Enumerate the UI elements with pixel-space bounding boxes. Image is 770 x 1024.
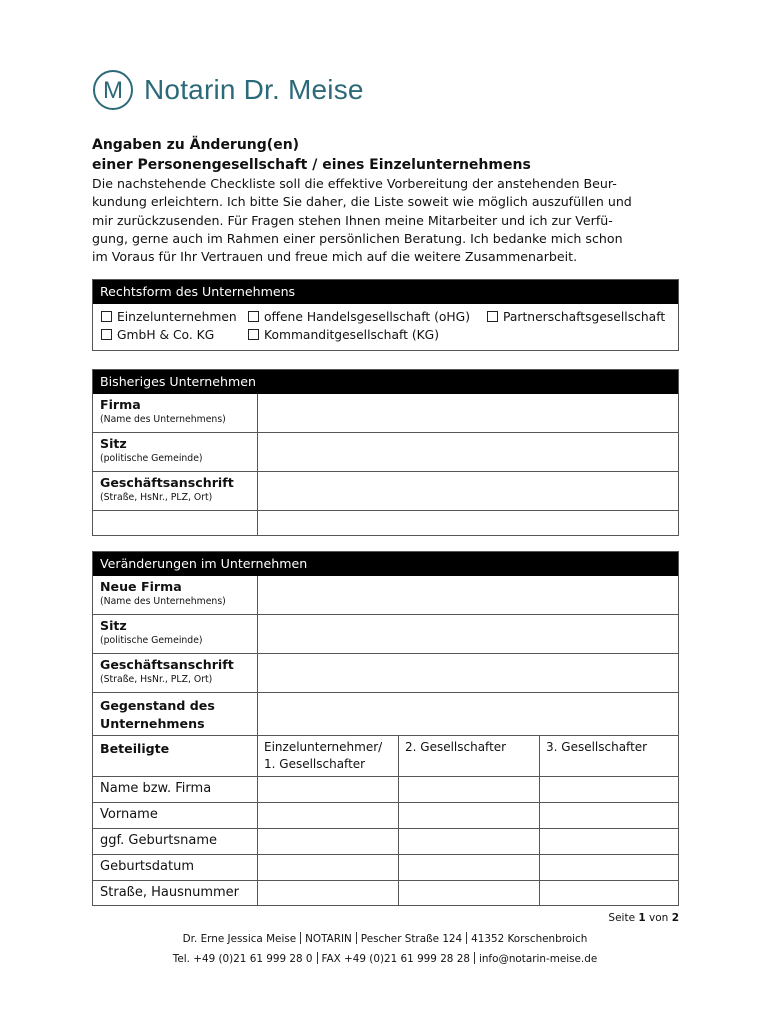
title-line-2: einer Personengesellschaft / eines Einzelunternehmens <box>92 157 531 173</box>
table-row: Sitz (politische Gemeinde) <box>93 614 678 653</box>
page-title <box>92 135 531 175</box>
table-row: Gegenstand des Unternehmens <box>93 692 678 735</box>
table-row: Geburtsdatum <box>93 854 678 880</box>
intro-line: Die nachstehende Checkliste soll die effektive Vorbereitung der anstehenden Beur- <box>92 176 617 191</box>
sitz-field[interactable] <box>258 433 678 471</box>
intro-line: kundung erleichtern. Ich bitte Sie daher, die Liste soweit wie möglich auszufüllen und <box>92 194 632 210</box>
footer-address: Dr. Erne Jessica Meise NOTARIN Pescher Straße 124 41352 Korschenbroich <box>182 933 588 945</box>
title-line-1: Angaben zu Änderung(en) <box>92 137 300 153</box>
beteiligte-header-row: Beteiligte Einzelunternehmer/ 1. Gesellschafter 2. Gesellschafter 3. Gesellschafter <box>93 735 678 776</box>
section-header: Rechtsform des Unternehmens <box>93 280 678 304</box>
logo <box>92 70 364 110</box>
intro-paragraph <box>92 175 692 266</box>
checkbox-partnerschaft[interactable]: Partnerschaftsgesellschaft <box>487 309 665 327</box>
logo-mark-icon <box>92 69 134 111</box>
page-number: Seite 1 von 2 <box>608 912 679 924</box>
table-row: Firma (Name des Unternehmens) <box>93 394 678 432</box>
intro-line: gung, gerne auch im Rahmen einer persönlichen Beratung. Ich bedanke mich schon <box>92 230 623 246</box>
neue-anschrift-field[interactable] <box>258 654 678 692</box>
checkbox-icon[interactable] <box>101 329 112 340</box>
column-header: Einzelunternehmer/ 1. Gesellschafter <box>258 736 399 776</box>
checkbox-icon[interactable] <box>248 311 259 322</box>
intro-line: im Voraus für Ihr Vertrauen und freue mich auf die weitere Zusammenarbeit. <box>92 249 578 265</box>
checkbox-icon[interactable] <box>248 329 259 340</box>
table-row: ggf. Geburtsname <box>93 828 678 854</box>
table-row: Sitz (politische Gemeinde) <box>93 432 678 471</box>
intro-line: mir zurückzusenden. Für Fragen stehen Ihnen meine Mitarbeiter und ich zur Verfü- <box>92 212 613 228</box>
extra-field[interactable] <box>258 511 678 535</box>
section-header: Veränderungen im Unternehmen <box>93 552 678 576</box>
firma-field[interactable] <box>258 394 678 432</box>
table-row: Vorname <box>93 802 678 828</box>
checkbox-gmbh-co-kg[interactable]: GmbH & Co. KG <box>101 327 214 345</box>
footer-contact: Tel. +49 (0)21 61 999 28 0 FAX +49 (0)21 61 999 28 28 info@notarin-meise.de <box>172 953 598 965</box>
gegenstand-field[interactable] <box>258 693 678 735</box>
checkbox-ohg[interactable]: offene Handelsgesellschaft (oHG) <box>248 309 470 327</box>
email-link[interactable]: info@notarin-meise.de <box>478 953 598 965</box>
table-row: Geschäftsanschrift (Straße, HsNr., PLZ, Ort) <box>93 471 678 510</box>
checkbox-icon[interactable] <box>487 311 498 322</box>
table-row: Straße, Hausnummer <box>93 880 678 905</box>
table-row: Name bzw. Firma <box>93 776 678 802</box>
anschrift-field[interactable] <box>258 472 678 510</box>
rechtsform-section <box>92 279 679 351</box>
checkbox-icon[interactable] <box>101 311 112 322</box>
table-row <box>93 510 678 535</box>
bisheriges-section <box>92 369 679 536</box>
logo-name: Notarin Dr. Meise <box>144 74 364 105</box>
column-header: 3. Gesellschafter <box>546 740 648 754</box>
svg-text:M: M <box>103 77 123 104</box>
table-row: Neue Firma (Name des Unternehmens) <box>93 576 678 614</box>
neuer-sitz-field[interactable] <box>258 615 678 653</box>
neue-firma-field[interactable] <box>258 576 678 614</box>
veraenderungen-section <box>92 551 679 906</box>
table-row: Geschäftsanschrift (Straße, HsNr., PLZ, Ort) <box>93 653 678 692</box>
checkbox-einzelunternehmen[interactable]: Einzelunternehmen <box>101 309 237 327</box>
checkbox-kg[interactable]: Kommanditgesellschaft (KG) <box>248 327 439 345</box>
column-header: 2. Gesellschafter <box>399 736 540 776</box>
section-header: Bisheriges Unternehmen <box>93 370 678 394</box>
